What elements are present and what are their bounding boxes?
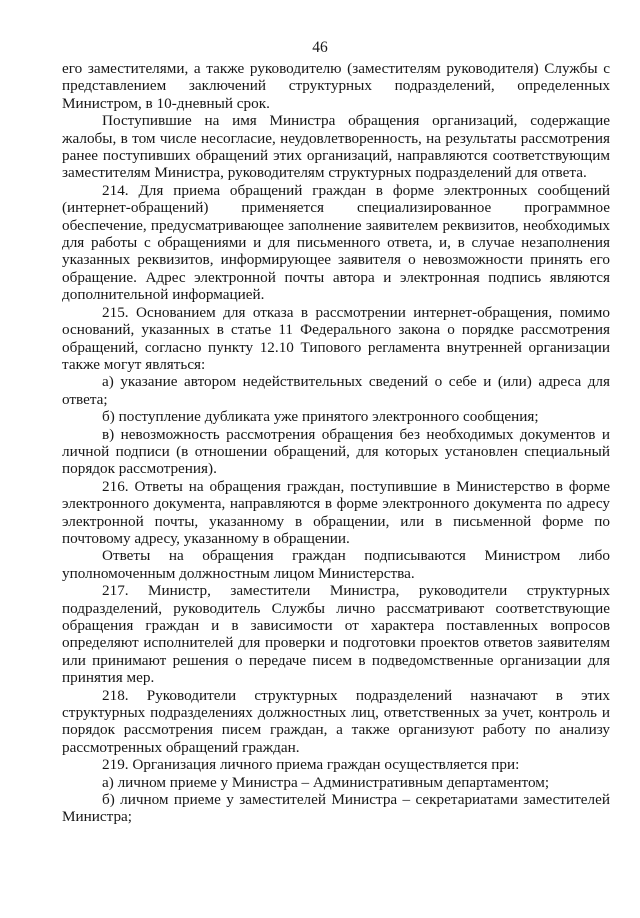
list-item-b: б) поступление дубликата уже принятого электронного сообщения; (102, 408, 539, 426)
list-item-a: а) указание автором недействительных сведений о себе и (или) адреса для ответа; (62, 373, 610, 408)
paragraph-217: 217. Министр, заместители Министра, руководители структурных подразделений, руководитель Службы лично рассматривают соответствующие обращения граждан и в зависимости от характера поставленных вопросов определяют исполнителей для проверки и подготовки проектов ответов заявителям или принимают решения о передаче писем в подведомственные организации для принятия мер. (62, 582, 610, 687)
paragraph-214: 214. Для приема обращений граждан в форме электронных сообщений (интернет-обращений) применяется специализированное программное обеспечение, предусматривающее заполнение заявителем реквизитов, необходимых для работы с обращениями и для письменного ответа, и, в случае незаполнения указанных реквизитов, информирующее заявителя о невозможности принять его обращение. Адрес электронной почты автора и электронная подпись являются дополнительной информацией. (62, 181, 610, 304)
paragraph: Ответы на обращения граждан подписываются Министром либо уполномоченным должностным лицом Министерства. (62, 547, 610, 582)
paragraph-continuation: его заместителями, а также руководителю (заместителям руководителя) Службы с представлением заключений структурных подразделений, определенных Министром, в 10-дневный срок. (62, 60, 610, 112)
document-body (62, 60, 610, 826)
paragraph: Поступившие на имя Министра обращения организаций, содержащие жалобы, в том числе несогласие, неудовлетворенность, на результаты рассмотрения ранее поступивших обращений этих организаций, направляются соответствующим заместителям Министра, руководителям структурных подразделений для ответа. (62, 112, 610, 182)
paragraph-215: 215. Основанием для отказа в рассмотрении интернет-обращения, помимо оснований, указанных в статье 11 Федерального закона о порядке рассмотрения обращений, согласно пункту 12.10 Типового регламента внутренней организации также могут являться: (62, 303, 610, 373)
paragraph-218: 218. Руководители структурных подразделений назначают в этих структурных подразделениях должностных лиц, ответственных за учет, контроль и порядок рассмотрения писем граждан, а также организуют работу по анализу рассмотренных обращений граждан. (62, 686, 610, 756)
page-number: 46 (312, 39, 328, 56)
paragraph-219: 219. Организация личного приема граждан осуществляется при: (102, 756, 520, 774)
list-item-a: а) личном приеме у Министра – Административным департаментом; (102, 773, 550, 791)
list-item-b: б) личном приеме у заместителей Министра – секретариатами заместителей Министра; (62, 791, 610, 826)
paragraph-216: 216. Ответы на обращения граждан, поступившие в Министерство в форме электронного документа, направляются в форме электронного документа по адресу электронной почты, указанному в обращении, или в письменной форме по почтовому адресу, указанному в обращении. (62, 477, 610, 547)
list-item-v: в) невозможность рассмотрения обращения без необходимых документов и личной подписи (в отношении обращений, для которых установлен специальный порядок рассмотрения). (62, 425, 610, 478)
